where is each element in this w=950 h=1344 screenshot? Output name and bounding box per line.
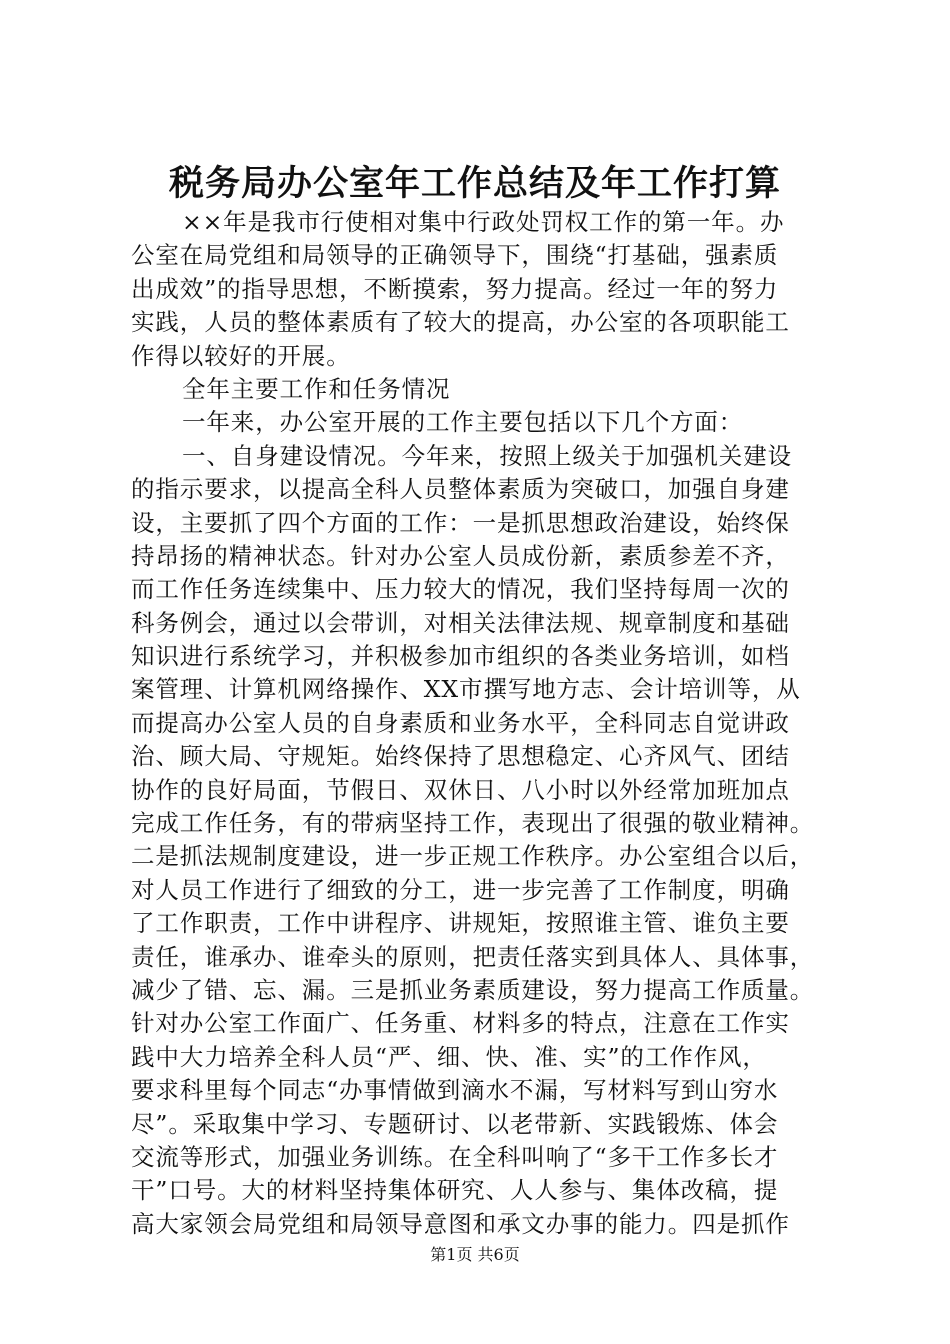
body-line: 交流等形式，加强业务训练。在全科叫响了“多干工作多长才 [131,1142,779,1171]
body-line: 知识进行系统学习，并积极参加市组织的各类业务培训，如档 [131,642,790,671]
body-line: 协作的良好局面，节假日、双休日、八小时以外经常加班加点 [131,775,790,804]
body-line: 践中大力培养全科人员“严、细、快、准、实”的工作作风， [131,1042,767,1071]
body-line: 出成效”的指导思想，不断摸索，努力提高。经过一年的努力 [131,274,779,303]
body-line: 实践，人员的整体素质有了较大的提高，办公室的各项职能工 [131,308,790,337]
body-line: 持昂扬的精神状态。针对办公室人员成份新，素质参差不齐， [131,541,790,570]
body-line: 一年来，办公室开展的工作主要包括以下几个方面： [182,408,744,437]
body-line: ××年是我市行使相对集中行政处罚权工作的第一年。办 [182,208,785,236]
body-line: 作得以较好的开展。 [131,341,351,370]
body-line: 一、自身建设情况。今年来，按照上级关于加强机关建设 [182,441,792,470]
section-heading: 全年主要工作和任务情况 [182,374,451,403]
body-line: 治、顾大局、守规矩。始终保持了思想稳定、心齐风气、团结 [131,742,790,771]
body-line: 而工作任务连续集中、压力较大的情况，我们坚持每周一次的 [131,575,790,604]
body-line: 科务例会，通过以会带训，对相关法律法规、规章制度和基础 [131,608,790,637]
body-line: 责任，谁承办、谁牵头的原则，把责任落实到具体人、具体事， [131,942,815,971]
body-line: 案管理、计算机网络操作、XX市撰写地方志、会计培训等，从 [131,675,801,704]
body-line: 尽”。采取集中学习、专题研讨、以老带新、实践锻炼、体会 [131,1109,779,1138]
body-line: 高大家领会局党组和局领导意图和承文办事的能力。四是抓作 [131,1209,790,1238]
body-line: 设，主要抓了四个方面的工作：一是抓思想政治建设，始终保 [131,508,790,537]
body-line: 要求科里每个同志“办事情做到滴水不漏，写材料写到山穷水 [131,1076,779,1105]
body-line: 而提高办公室人员的自身素质和业务水平，全科同志自觉讲政 [131,708,790,737]
document-title: 税务局办公室年工作总结及年工作打算 [168,163,781,204]
page-footer: 第1页 共6页 [430,1245,520,1264]
document-body [131,206,831,1241]
body-line: 干”口号。大的材料坚持集体研究、人人参与、集体改稿，提 [131,1176,779,1205]
body-line: 完成工作任务，有的带病坚持工作，表现出了很强的敬业精神。 [131,809,815,838]
body-line: 了工作职责，工作中讲程序、讲规矩，按照谁主管、谁负主要 [131,909,790,938]
body-line: 公室在局党组和局领导的正确领导下，围绕“打基础，强素质 [131,241,779,270]
body-line: 的指示要求，以提高全科人员整体素质为突破口，加强自身建 [131,475,790,504]
body-line: 减少了错、忘、漏。三是抓业务素质建设，努力提高工作质量。 [131,975,815,1004]
body-line: 针对办公室工作面广、任务重、材料多的特点，注意在工作实 [131,1009,790,1038]
body-line: 对人员工作进行了细致的分工，进一步完善了工作制度，明确 [131,875,790,904]
body-line: 二是抓法规制度建设，进一步正规工作秩序。办公室组合以后， [131,842,815,871]
